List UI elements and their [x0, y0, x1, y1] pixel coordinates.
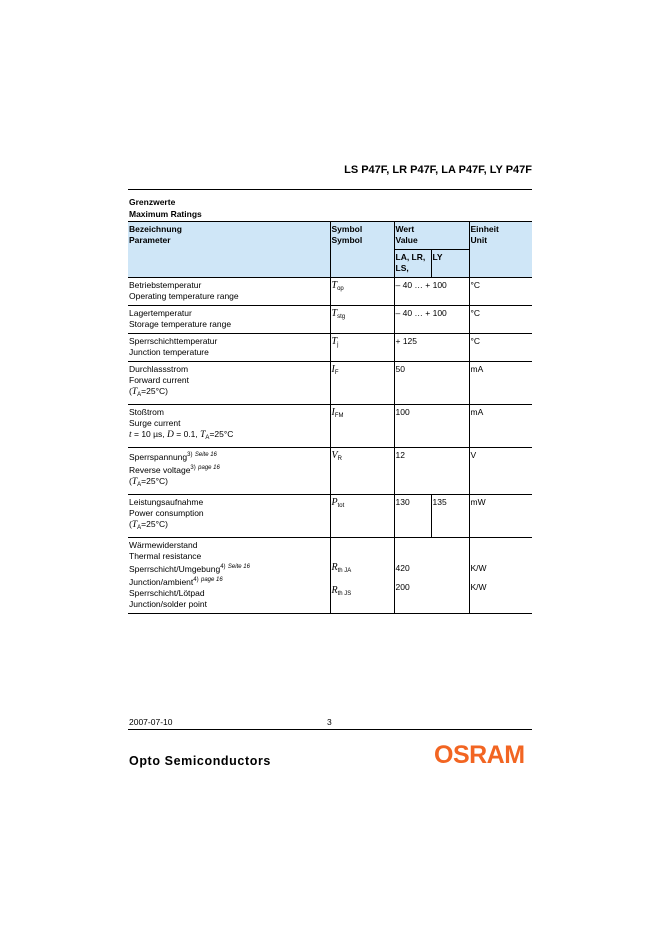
footer-rule [128, 729, 532, 730]
table-row: Wärmewiderstand Thermal resistance Sperrschicht/Umgebung$^{4)}$ $^{Seite 16}$ Junction/ambient$^{4)}$ $^{page 16}$ Sperrschicht/Lötpad Junction/solder point $R_{th JA}$ $R_{th JS}$ 420 200 K/W K/W [128, 538, 532, 614]
table-row: Stoßtrom Surge current t = 10 µs, D = 0.1, $T_A=25^\circ C$ $I_{FM}$ 100 mA [128, 405, 532, 448]
footer-date: 2007-07-10 [129, 717, 173, 727]
table-row: Durchlassstrom Forward current $(T_A=25^\circ C)$ $I_F$ 50 mA [128, 362, 532, 405]
col-header-value-la-lr-ls: LA, LR, LS, [394, 250, 431, 278]
osram-logo: OSRAM [434, 741, 525, 769]
table-row: Sperrschichttemperatur Junction temperature $T_j$ + 125 °C [128, 334, 532, 362]
header-rule [128, 189, 532, 190]
table-row: Lagertemperatur Storage temperature range $T_{stg}$ – 40 … + 100 °C [128, 306, 532, 334]
table-row: Sperrspannung$^{3)}$ $^{Seite 16}$ Reverse voltage$^{3)}$ $^{page 16}$ $(T_A=25^\circ C)$ $V_R$ 12 V [128, 448, 532, 495]
company-division: Opto Semiconductors [129, 754, 271, 768]
document-title: LS P47F, LR P47F, LA P47F, LY P47F [344, 164, 532, 176]
col-header-unit: Einheit Unit [469, 222, 532, 278]
col-header-parameter: Bezeichnung Parameter [128, 222, 330, 278]
page-number: 3 [327, 717, 332, 727]
col-header-symbol: Symbol Symbol [330, 222, 394, 278]
table-row: Leistungsaufnahme Power consumption $(T_A=25^\circ C)$ $P_{tot}$ 130 135 mW [128, 495, 532, 538]
col-header-value-ly: LY [431, 250, 469, 278]
table-row: Betriebstemperatur Operating temperature range $T_{op}$ – 40 … + 100 °C [128, 278, 532, 306]
section-title-en: Maximum Ratings [129, 209, 202, 219]
col-header-value: Wert Value [394, 222, 469, 250]
maximum-ratings-table [128, 221, 532, 614]
section-title-de: Grenzwerte [129, 197, 176, 207]
